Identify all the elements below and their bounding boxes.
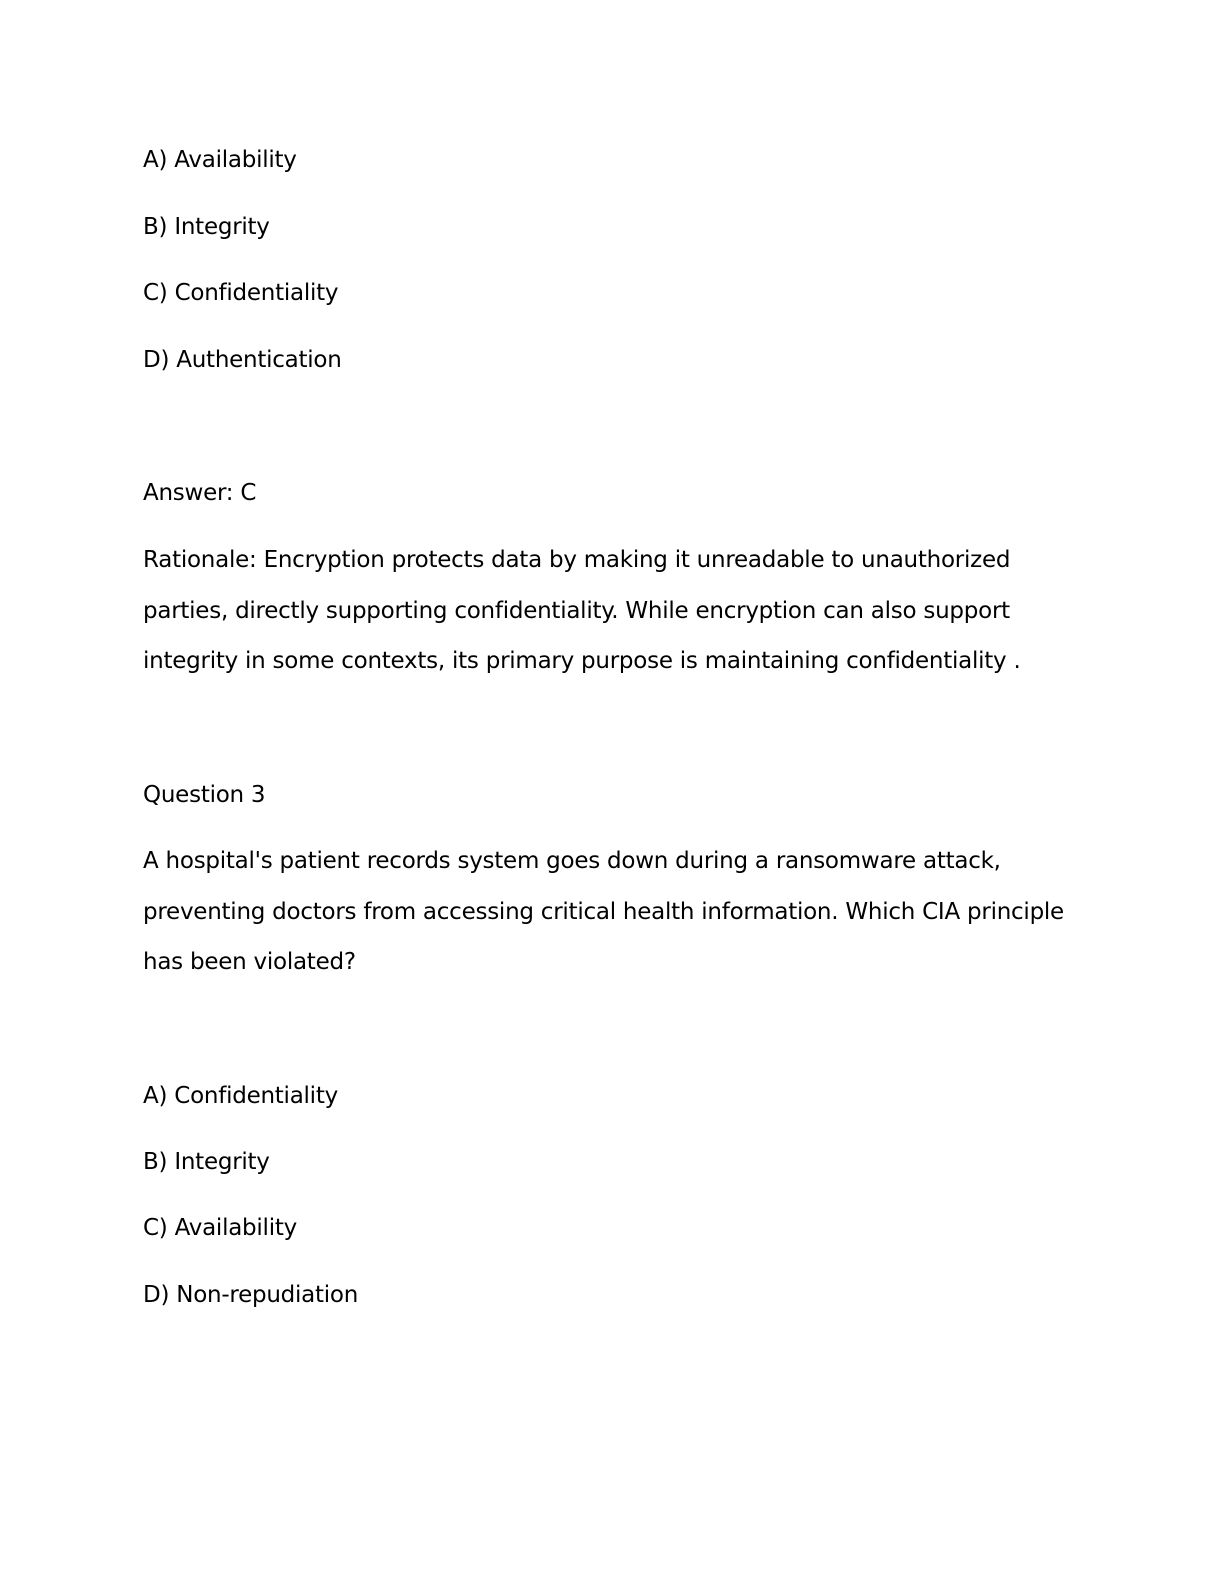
- q2-option-a: A) Availability: [143, 147, 297, 173]
- q2-answer: Answer: C: [143, 480, 257, 506]
- q2-rationale-line: integrity in some contexts, its primary purpose is maintaining confidentiality .: [143, 648, 1021, 674]
- q2-option-b: B) Integrity: [143, 214, 270, 240]
- q3-heading: Question 3: [143, 782, 266, 808]
- q3-prompt: [143, 836, 1083, 988]
- q2-option-d: D) Authentication: [143, 347, 342, 373]
- q3-option-d: D) Non-repudiation: [143, 1282, 359, 1308]
- q3-prompt-line: A hospital's patient records system goes down during a ransomware attack,: [143, 848, 1001, 874]
- q2-rationale-line: Rationale: Encryption protects data by making it unreadable to unauthorized: [143, 547, 1011, 573]
- q3-option-b: B) Integrity: [143, 1149, 270, 1175]
- q3-option-c: C) Availability: [143, 1215, 297, 1241]
- q3-prompt-line: has been violated?: [143, 949, 356, 975]
- q3-prompt-line: preventing doctors from accessing critical health information. Which CIA principle: [143, 898, 1064, 925]
- q2-rationale-line: parties, directly supporting confidentiality. While encryption can also support: [143, 597, 1010, 624]
- q2-rationale: [143, 535, 1083, 687]
- q3-option-a: A) Confidentiality: [143, 1083, 338, 1109]
- q2-option-c: C) Confidentiality: [143, 280, 339, 306]
